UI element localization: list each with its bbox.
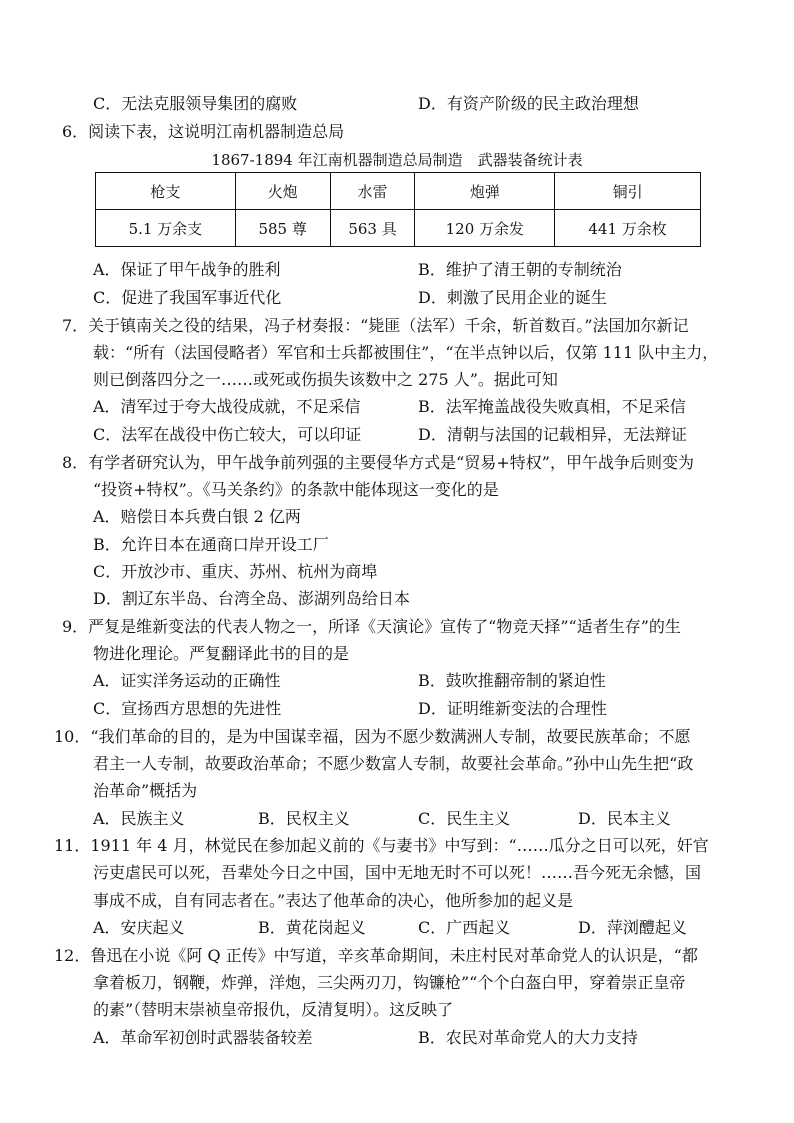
table-header-cell: 火炮 — [235, 173, 330, 210]
q9-option-d: D．证明维新变法的合理性 — [418, 699, 607, 718]
table-header-cell: 枪支 — [96, 173, 236, 210]
q7-option-b: B．法军掩盖战役失败真相，不足采信 — [418, 397, 686, 416]
q11-stem-line3: 事成不成，自有同志者在。”表达了他革命的决心，他所参加的起义是 — [93, 891, 574, 910]
q9-stem-line2: 物进化理论。严复翻译此书的目的是 — [93, 644, 350, 663]
q5-option-d: D．有资产阶级的民主政治理想 — [418, 94, 639, 113]
table-cell: 120 万余发 — [415, 210, 555, 247]
q10-option-a: A．民族主义 — [93, 809, 185, 828]
q7-stem-line1: 7．关于镇南关之役的结果，冯子材奏报：“毙匪（法军）千余，斩首数百。”法国加尔新记 — [62, 316, 689, 335]
q12-option-a: A．革命军初创时武器装备较差 — [93, 1028, 313, 1047]
q12-option-b: B．农民对革命党人的大力支持 — [418, 1028, 638, 1047]
table-cell: 5.1 万余支 — [96, 210, 236, 247]
q9-option-b: B．鼓吹推翻帝制的紧迫性 — [418, 671, 606, 690]
q12-stem-line1: 12．鲁迅在小说《阿 Q 正传》中写道，辛亥革命期间，未庄村民对革命党人的认识是，“都 — [54, 946, 698, 965]
q8-stem-line2: “投资+特权”。《马关条约》的条款中能体现这一变化的是 — [93, 480, 499, 499]
q11-stem-line2: 污吏虐民可以死，吾辈处今日之中国，国中无地无时不可以死！……吾今死无余憾，国 — [93, 863, 702, 882]
table-header-cell: 水雷 — [330, 173, 415, 210]
q10-option-d: D．民本主义 — [578, 809, 671, 828]
table-cell: 585 尊 — [235, 210, 330, 247]
q11-option-c: C．广西起义 — [418, 918, 511, 937]
q8-option-d: D．割辽东半岛、台湾全岛、澎湖列岛给日本 — [93, 589, 410, 608]
q10-stem-line1: 10．“我们革命的目的，是为中国谋幸福，因为不愿少数满洲人专制，故要民族革命；不愿 — [54, 727, 691, 746]
q11-stem-line1: 11．1911 年 4 月，林觉民在参加起义前的《与妻书》中写到：“……瓜分之日可以死，奸官 — [54, 836, 709, 855]
q7-stem-line3: 则已倒落四分之一……或死或伤损失该数中之 275 人”。据此可知 — [93, 370, 558, 389]
q9-option-c: C．宣扬西方思想的先进性 — [93, 699, 282, 718]
q5-option-c: C．无法克服领导集团的腐败 — [93, 94, 298, 113]
q11-option-a: A．安庆起义 — [93, 918, 185, 937]
q6-option-d: D．刺激了民用企业的诞生 — [418, 288, 607, 307]
table-header-row — [96, 173, 701, 210]
q12-stem-line2: 拿着板刀，钢鞭，炸弹，洋炮，三尖两刃刀，钩镰枪”“个个白盔白甲，穿着崇正皇帝 — [93, 973, 686, 992]
q11-option-b: B．黄花岗起义 — [258, 918, 366, 937]
table-row — [96, 210, 701, 247]
table-cell: 563 具 — [330, 210, 415, 247]
q7-stem-line2: 载：“所有（法国侵略者）军官和士兵都被围住”，“在半点钟以后，仅第 111 队中主力， — [93, 343, 719, 362]
q6-table-title: 1867-1894 年江南机器制造总局制造 武器装备统计表 — [211, 151, 583, 169]
q6-option-b: B．维护了清王朝的专制统治 — [418, 260, 622, 279]
q8-option-c: C．开放沙市、重庆、苏州、杭州为商埠 — [93, 562, 378, 581]
table-cell: 441 万余枚 — [555, 210, 701, 247]
q11-option-d: D．萍浏醴起义 — [578, 918, 687, 937]
q9-stem-line1: 9．严复是维新变法的代表人物之一，所译《天演论》宣传了“物竞天择”“适者生存”的生 — [62, 617, 681, 636]
q10-option-c: C．民生主义 — [418, 809, 511, 828]
q8-option-a: A．赔偿日本兵费白银 2 亿两 — [93, 507, 301, 526]
q6-stem: 6．阅读下表，这说明江南机器制造总局 — [62, 122, 345, 141]
table-header-cell: 铜引 — [555, 173, 701, 210]
q8-stem-line1: 8．有学者研究认为，甲午战争前列强的主要侵华方式是“贸易+特权”，甲午战争后则变为 — [62, 453, 694, 472]
q7-option-a: A．清军过于夸大战役成就，不足采信 — [93, 397, 361, 416]
q6-option-a: A．保证了甲午战争的胜利 — [93, 260, 281, 279]
q10-stem-line3: 治革命”概括为 — [93, 781, 198, 800]
q10-option-b: B．民权主义 — [258, 809, 350, 828]
q9-option-a: A．证实洋务运动的正确性 — [93, 671, 281, 690]
q7-option-d: D．清朝与法国的记载相异，无法辩证 — [418, 425, 687, 444]
q10-stem-line2: 君主一人专制，故要政治革命；不愿少数富人专制，故要社会革命。”孙中山先生把“政 — [93, 754, 694, 773]
q6-option-c: C．促进了我国军事近代化 — [93, 288, 282, 307]
weapons-stats-table — [95, 172, 701, 247]
table-header-cell: 炮弹 — [415, 173, 555, 210]
q8-option-b: B．允许日本在通商口岸开设工厂 — [93, 535, 329, 554]
q12-stem-line3: 的素”（替明末崇祯皇帝报仇，反清复明）。这反映了 — [93, 1000, 454, 1019]
q7-option-c: C．法军在战役中伤亡较大，可以印证 — [93, 425, 362, 444]
